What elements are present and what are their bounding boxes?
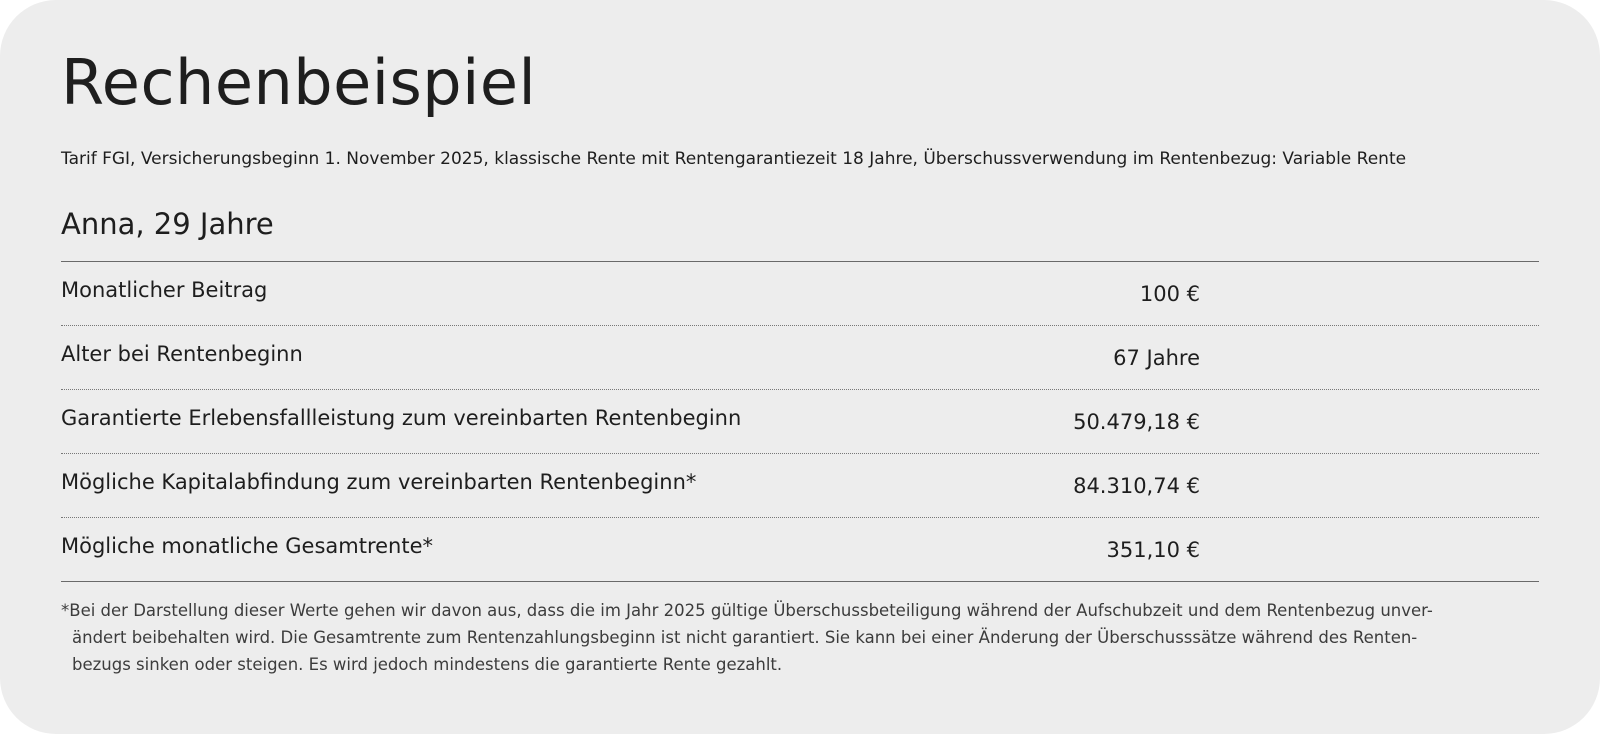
- row-label: Garantierte Erlebensfallleistung zum vereinbarten Rentenbeginn: [61, 406, 742, 430]
- table-row: [61, 454, 1539, 518]
- page-title: Rechenbeispiel: [61, 46, 537, 119]
- row-label: Mögliche monatliche Gesamtrente*: [61, 534, 434, 558]
- footnote: [61, 597, 1539, 678]
- footnote-line: *Bei der Darstellung dieser Werte gehen wir davon aus, dass die im Jahr 2025 gültige Überschussbeteiligung während der Aufschubzeit und dem Rentenbezug unver-: [61, 601, 1433, 620]
- row-value: 84.310,74 €: [1073, 474, 1200, 498]
- row-value: 100 €: [1139, 282, 1200, 306]
- footnote-line: bezugs sinken oder steigen. Es wird jedoch mindestens die garantierte Rente gezahlt.: [72, 655, 783, 674]
- row-label: Mögliche Kapitalabfindung zum vereinbarten Rentenbeginn*: [61, 470, 697, 494]
- row-value: 351,10 €: [1106, 538, 1200, 562]
- values-table: [61, 261, 1539, 582]
- table-row: [61, 390, 1539, 454]
- table-row: [61, 326, 1539, 390]
- table-row: [61, 262, 1539, 326]
- person-heading: Anna, 29 Jahre: [61, 207, 274, 241]
- table-row: [61, 518, 1539, 582]
- row-label: Monatlicher Beitrag: [61, 278, 268, 302]
- row-value: 67 Jahre: [1113, 346, 1200, 370]
- footnote-line: ändert beibehalten wird. Die Gesamtrente zum Rentenzahlungsbeginn ist nicht garantiert. Sie kann bei einer Änderung der Überschusssätze während des Renten-: [72, 628, 1418, 647]
- row-label: Alter bei Rentenbeginn: [61, 342, 303, 366]
- row-value: 50.479,18 €: [1073, 410, 1200, 434]
- tariff-description: Tarif FGI, Versicherungsbeginn 1. November 2025, klassische Rente mit Rentengarantiezeit 18 Jahre, Überschussverwendung im Rentenbezug: Variable Rente: [61, 149, 1407, 169]
